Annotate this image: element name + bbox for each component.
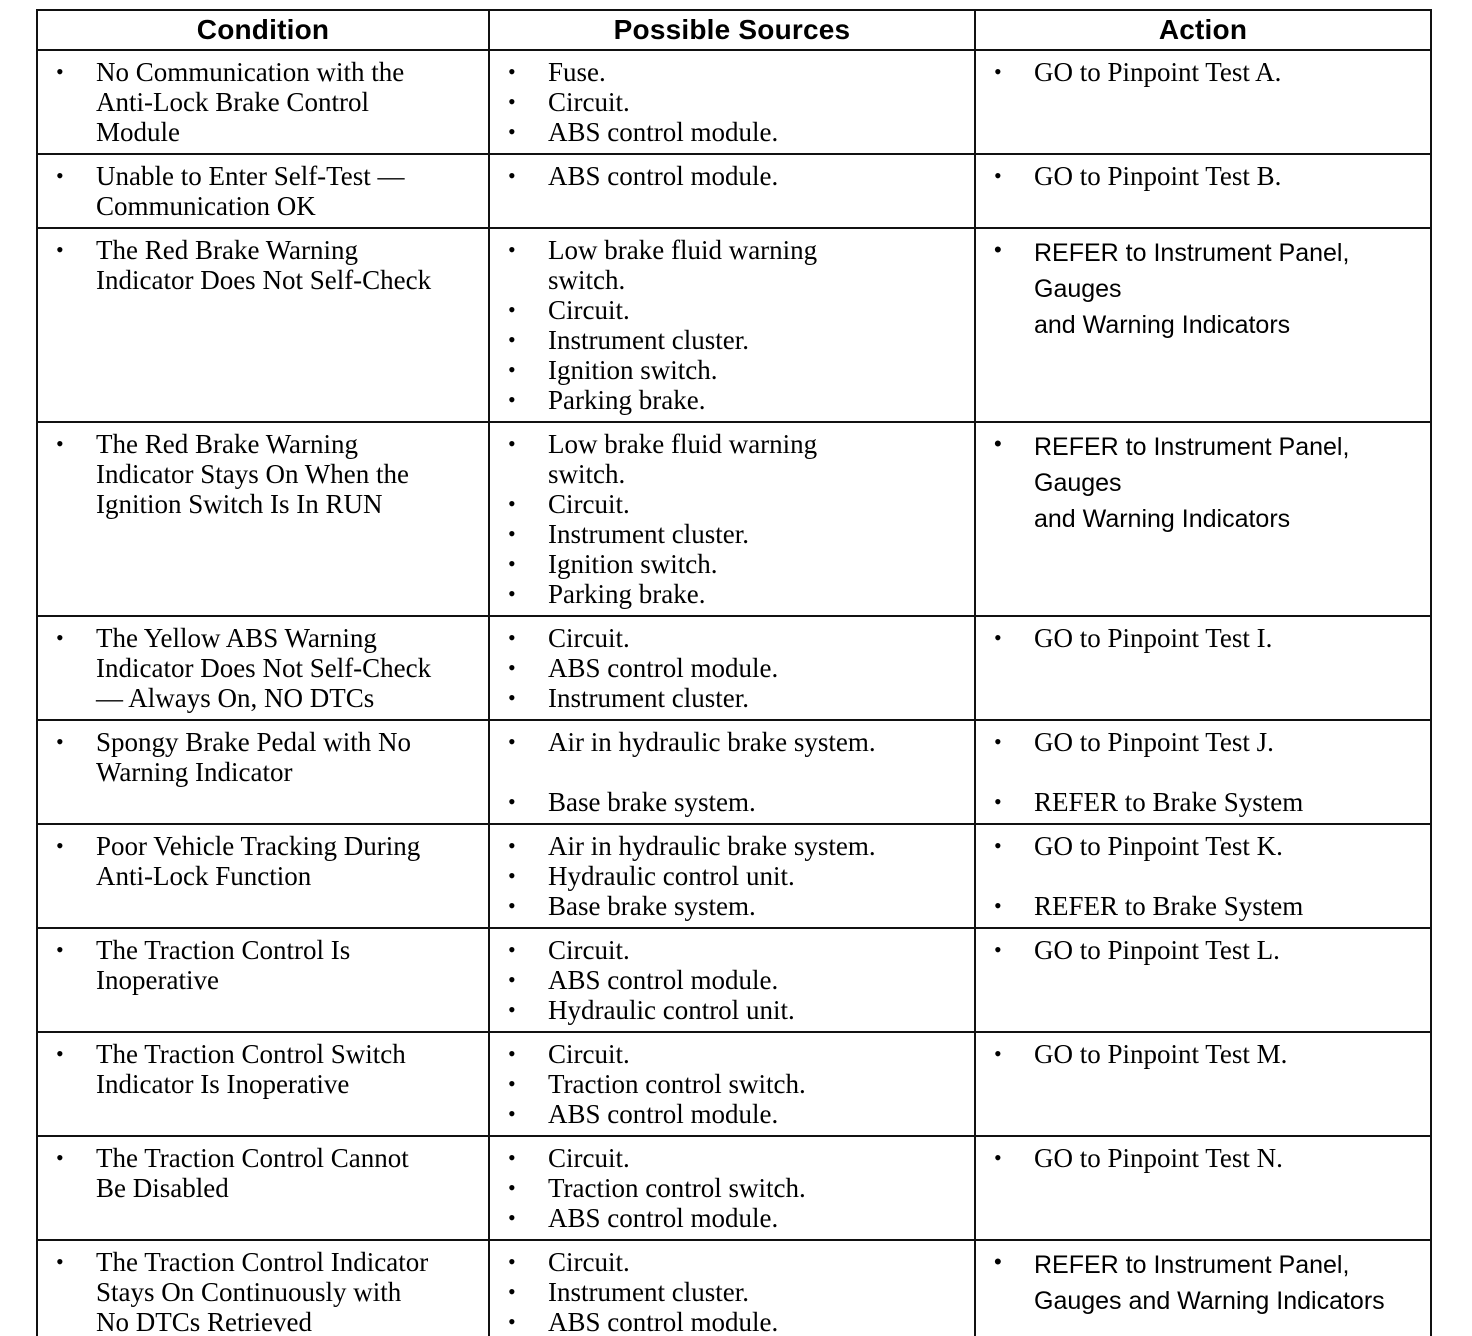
- bullet-icon: •: [994, 789, 1002, 814]
- condition-cell: [37, 616, 489, 720]
- condition-text: The Red Brake Warning Indicator Does Not Self-Check: [96, 235, 432, 295]
- source-text: ABS control module.: [548, 1099, 779, 1129]
- bullet-icon: •: [508, 937, 516, 962]
- action-list: [976, 1137, 1430, 1179]
- source-text: Low brake fluid warning switch.: [548, 235, 818, 295]
- header-possible-sources: Possible Sources: [489, 10, 975, 50]
- condition-item: [48, 235, 482, 295]
- bullet-icon: •: [994, 1041, 1002, 1066]
- action-item: [986, 57, 1424, 87]
- source-text: Parking brake.: [548, 579, 706, 609]
- header-condition: Condition: [37, 10, 489, 50]
- table-row: [37, 154, 1431, 228]
- sources-cell: [489, 228, 975, 422]
- source-text: ABS control module.: [548, 1203, 779, 1233]
- condition-item: [48, 623, 482, 713]
- condition-text: Poor Vehicle Tracking During Anti-Lock Function: [96, 831, 421, 891]
- bullet-icon: •: [508, 1279, 516, 1304]
- bullet-icon: •: [508, 967, 516, 992]
- sources-cell: [489, 422, 975, 616]
- action-cell: [975, 928, 1431, 1032]
- action-item: [986, 1247, 1424, 1319]
- header-action: Action: [975, 10, 1431, 50]
- bullet-icon: •: [508, 1309, 516, 1334]
- source-list: [490, 617, 974, 719]
- source-text: Air in hydraulic brake system.: [548, 831, 876, 861]
- bullet-icon: •: [56, 237, 64, 262]
- source-item: [500, 1307, 968, 1336]
- bullet-icon: •: [508, 491, 516, 516]
- source-item: [500, 429, 968, 489]
- source-list: [490, 1033, 974, 1135]
- bullet-icon: •: [508, 833, 516, 858]
- condition-text: The Yellow ABS Warning Indicator Does Not Self-Check — Always On, NO DTCs: [96, 623, 432, 713]
- table-body: [37, 50, 1431, 1336]
- action-item: [986, 1039, 1424, 1069]
- source-item: [500, 1247, 968, 1277]
- source-item: [500, 117, 968, 147]
- condition-cell: [37, 422, 489, 616]
- condition-list: [38, 1137, 488, 1209]
- action-cell: [975, 154, 1431, 228]
- sources-cell: [489, 720, 975, 824]
- sources-cell: [489, 154, 975, 228]
- action-text: GO to Pinpoint Test J.: [1034, 727, 1274, 757]
- source-item: [500, 579, 968, 609]
- condition-list: [38, 1241, 488, 1336]
- bullet-icon: •: [994, 625, 1002, 650]
- bullet-icon: •: [508, 1249, 516, 1274]
- header-row: [37, 10, 1431, 50]
- symptom-chart-table: [36, 9, 1432, 1336]
- source-list: [490, 423, 974, 615]
- source-text: ABS control module.: [548, 161, 779, 191]
- source-text: Instrument cluster.: [548, 519, 749, 549]
- source-item: [500, 861, 968, 891]
- action-text: GO to Pinpoint Test I.: [1034, 623, 1273, 653]
- condition-text: The Red Brake Warning Indicator Stays On When the Ignition Switch Is In RUN: [96, 429, 409, 519]
- source-item: [500, 683, 968, 713]
- bullet-icon: •: [56, 1249, 64, 1274]
- bullet-icon: •: [994, 431, 1002, 456]
- source-text: Instrument cluster.: [548, 1277, 749, 1307]
- condition-item: [48, 1247, 482, 1336]
- action-text: GO to Pinpoint Test A.: [1034, 57, 1282, 87]
- action-item: [986, 891, 1424, 921]
- action-cell: [975, 616, 1431, 720]
- action-text: REFER to Instrument Panel, Gauges and Warning Indicators: [1034, 433, 1350, 533]
- source-list: [490, 825, 974, 927]
- bullet-icon: •: [508, 163, 516, 188]
- action-text: GO to Pinpoint Test B.: [1034, 161, 1282, 191]
- source-text: ABS control module.: [548, 1307, 779, 1336]
- source-list: [490, 51, 974, 153]
- bullet-icon: •: [508, 997, 516, 1022]
- action-item: [986, 429, 1424, 537]
- source-item: [500, 965, 968, 995]
- bullet-icon: •: [508, 685, 516, 710]
- action-cell: [975, 1240, 1431, 1336]
- source-item: [500, 1203, 968, 1233]
- bullet-icon: •: [508, 387, 516, 412]
- bullet-icon: •: [56, 833, 64, 858]
- bullet-icon: •: [508, 893, 516, 918]
- action-text: GO to Pinpoint Test L.: [1034, 935, 1280, 965]
- condition-cell: [37, 1136, 489, 1240]
- source-item: [500, 549, 968, 579]
- bullet-icon: •: [56, 1145, 64, 1170]
- source-text: ABS control module.: [548, 117, 779, 147]
- action-text: GO to Pinpoint Test M.: [1034, 1039, 1288, 1069]
- source-text: Circuit.: [548, 1247, 630, 1277]
- bullet-icon: •: [994, 1145, 1002, 1170]
- source-item: [500, 727, 968, 757]
- table-row: [37, 50, 1431, 154]
- table-row: [37, 1136, 1431, 1240]
- source-text: Fuse.: [548, 57, 606, 87]
- bullet-icon: •: [508, 1041, 516, 1066]
- sources-cell: [489, 616, 975, 720]
- source-list: [490, 721, 974, 823]
- table-row: [37, 1240, 1431, 1336]
- bullet-icon: •: [56, 1041, 64, 1066]
- condition-item: [48, 727, 482, 787]
- bullet-icon: •: [508, 59, 516, 84]
- bullet-icon: •: [508, 789, 516, 814]
- bullet-icon: •: [994, 1249, 1002, 1274]
- source-text: Air in hydraulic brake system.: [548, 727, 876, 757]
- source-item: [500, 489, 968, 519]
- source-text: Ignition switch.: [548, 549, 718, 579]
- condition-text: Spongy Brake Pedal with No Warning Indicator: [96, 727, 411, 787]
- condition-cell: [37, 1032, 489, 1136]
- condition-item: [48, 831, 482, 891]
- condition-text: Unable to Enter Self-Test — Communication OK: [96, 161, 405, 221]
- table-row: [37, 720, 1431, 824]
- action-item: [986, 787, 1424, 817]
- sources-cell: [489, 928, 975, 1032]
- source-item: [500, 891, 968, 921]
- condition-cell: [37, 1240, 489, 1336]
- action-list: [976, 1033, 1430, 1075]
- action-text: GO to Pinpoint Test N.: [1034, 1143, 1283, 1173]
- source-text: Parking brake.: [548, 385, 706, 415]
- condition-text: The Traction Control Indicator Stays On Continuously with No DTCs Retrieved: [96, 1247, 429, 1336]
- condition-item: [48, 1039, 482, 1099]
- source-item: [500, 1069, 968, 1099]
- table-row: [37, 422, 1431, 616]
- bullet-icon: •: [56, 163, 64, 188]
- source-text: Circuit.: [548, 489, 630, 519]
- source-list: [490, 1137, 974, 1239]
- action-item: [986, 831, 1424, 861]
- source-item: [500, 1277, 968, 1307]
- source-text: Circuit.: [548, 295, 630, 325]
- action-list: [976, 721, 1430, 823]
- source-text: Instrument cluster.: [548, 683, 749, 713]
- condition-list: [38, 617, 488, 719]
- bullet-icon: •: [508, 521, 516, 546]
- source-item: [500, 831, 968, 861]
- bullet-icon: •: [994, 163, 1002, 188]
- source-item: [500, 355, 968, 385]
- bullet-icon: •: [508, 1205, 516, 1230]
- action-text: REFER to Brake System: [1034, 787, 1304, 817]
- action-item: [986, 1143, 1424, 1173]
- source-text: Traction control switch.: [548, 1173, 806, 1203]
- bullet-icon: •: [508, 655, 516, 680]
- condition-text: The Traction Control Cannot Be Disabled: [96, 1143, 409, 1203]
- sources-cell: [489, 50, 975, 154]
- source-item: [500, 787, 968, 817]
- sources-cell: [489, 1032, 975, 1136]
- action-cell: [975, 824, 1431, 928]
- action-list: [976, 825, 1430, 927]
- bullet-icon: •: [994, 833, 1002, 858]
- source-list: [490, 155, 974, 197]
- source-text: Instrument cluster.: [548, 325, 749, 355]
- action-text: REFER to Instrument Panel, Gauges and Warning Indicators: [1034, 239, 1350, 339]
- source-item: [500, 1099, 968, 1129]
- source-text: Base brake system.: [548, 891, 756, 921]
- action-list: [976, 155, 1430, 197]
- source-text: Circuit.: [548, 87, 630, 117]
- source-text: Hydraulic control unit.: [548, 861, 795, 891]
- condition-text: No Communication with the Anti-Lock Brake Control Module: [96, 57, 405, 147]
- bullet-icon: •: [508, 431, 516, 456]
- source-list: [490, 229, 974, 421]
- source-item: [500, 519, 968, 549]
- bullet-icon: •: [508, 863, 516, 888]
- action-item: [986, 623, 1424, 653]
- bullet-icon: •: [508, 1101, 516, 1126]
- action-cell: [975, 50, 1431, 154]
- condition-list: [38, 51, 488, 153]
- action-item: [986, 161, 1424, 191]
- bullet-icon: •: [508, 297, 516, 322]
- condition-cell: [37, 50, 489, 154]
- source-item: [500, 161, 968, 191]
- condition-list: [38, 1033, 488, 1105]
- action-list: [976, 423, 1430, 543]
- bullet-icon: •: [994, 59, 1002, 84]
- bullet-icon: •: [508, 551, 516, 576]
- bullet-icon: •: [508, 327, 516, 352]
- sources-cell: [489, 1240, 975, 1336]
- table-header: [37, 10, 1431, 50]
- action-cell: [975, 1136, 1431, 1240]
- bullet-icon: •: [508, 1175, 516, 1200]
- condition-list: [38, 155, 488, 227]
- condition-list: [38, 929, 488, 1001]
- source-item: [500, 995, 968, 1025]
- condition-list: [38, 229, 488, 301]
- bullet-icon: •: [508, 1145, 516, 1170]
- bullet-icon: •: [56, 59, 64, 84]
- bullet-icon: •: [56, 625, 64, 650]
- action-list: [976, 51, 1430, 93]
- source-text: ABS control module.: [548, 653, 779, 683]
- condition-list: [38, 423, 488, 525]
- source-text: Low brake fluid warning switch.: [548, 429, 818, 489]
- table-row: [37, 1032, 1431, 1136]
- bullet-icon: •: [508, 119, 516, 144]
- bullet-icon: •: [994, 937, 1002, 962]
- action-cell: [975, 1032, 1431, 1136]
- source-item: [500, 295, 968, 325]
- source-text: Traction control switch.: [548, 1069, 806, 1099]
- condition-cell: [37, 228, 489, 422]
- condition-item: [48, 935, 482, 995]
- condition-cell: [37, 720, 489, 824]
- condition-cell: [37, 824, 489, 928]
- bullet-icon: •: [508, 581, 516, 606]
- source-item: [500, 935, 968, 965]
- action-cell: [975, 228, 1431, 422]
- condition-cell: [37, 154, 489, 228]
- sources-cell: [489, 1136, 975, 1240]
- condition-item: [48, 161, 482, 221]
- sources-cell: [489, 824, 975, 928]
- condition-list: [38, 825, 488, 897]
- action-item: [986, 935, 1424, 965]
- bullet-icon: •: [508, 89, 516, 114]
- bullet-icon: •: [508, 625, 516, 650]
- action-list: [976, 617, 1430, 659]
- source-item: [500, 1039, 968, 1069]
- source-item: [500, 1143, 968, 1173]
- table-row: [37, 616, 1431, 720]
- source-text: Circuit.: [548, 1039, 630, 1069]
- bullet-icon: •: [508, 1071, 516, 1096]
- bullet-icon: •: [994, 893, 1002, 918]
- table-row: [37, 228, 1431, 422]
- source-text: ABS control module.: [548, 965, 779, 995]
- source-item: [500, 653, 968, 683]
- bullet-icon: •: [508, 357, 516, 382]
- condition-item: [48, 1143, 482, 1203]
- bullet-icon: •: [994, 237, 1002, 262]
- source-text: Circuit.: [548, 1143, 630, 1173]
- source-text: Ignition switch.: [548, 355, 718, 385]
- condition-item: [48, 429, 482, 519]
- table-row: [37, 928, 1431, 1032]
- action-text: REFER to Instrument Panel, Gauges and Warning Indicators: [1034, 1251, 1385, 1315]
- source-text: Base brake system.: [548, 787, 756, 817]
- bullet-icon: •: [56, 937, 64, 962]
- source-text: Hydraulic control unit.: [548, 995, 795, 1025]
- action-item: [986, 727, 1424, 757]
- source-item: [500, 385, 968, 415]
- action-item: [986, 235, 1424, 343]
- source-item: [500, 87, 968, 117]
- action-list: [976, 229, 1430, 349]
- source-list: [490, 1241, 974, 1336]
- action-list: [976, 1241, 1430, 1325]
- bullet-icon: •: [508, 237, 516, 262]
- action-list: [976, 929, 1430, 971]
- bullet-icon: •: [56, 729, 64, 754]
- table-row: [37, 824, 1431, 928]
- action-text: GO to Pinpoint Test K.: [1034, 831, 1283, 861]
- source-item: [500, 235, 968, 295]
- condition-item: [48, 57, 482, 147]
- source-list: [490, 929, 974, 1031]
- condition-list: [38, 721, 488, 793]
- action-cell: [975, 422, 1431, 616]
- condition-cell: [37, 928, 489, 1032]
- bullet-icon: •: [508, 729, 516, 754]
- condition-text: The Traction Control Is Inoperative: [96, 935, 351, 995]
- condition-text: The Traction Control Switch Indicator Is Inoperative: [96, 1039, 406, 1099]
- source-text: Circuit.: [548, 935, 630, 965]
- bullet-icon: •: [994, 729, 1002, 754]
- action-cell: [975, 720, 1431, 824]
- source-text: Circuit.: [548, 623, 630, 653]
- bullet-icon: •: [56, 431, 64, 456]
- source-item: [500, 1173, 968, 1203]
- source-item: [500, 623, 968, 653]
- source-item: [500, 325, 968, 355]
- source-item: [500, 57, 968, 87]
- action-text: REFER to Brake System: [1034, 891, 1304, 921]
